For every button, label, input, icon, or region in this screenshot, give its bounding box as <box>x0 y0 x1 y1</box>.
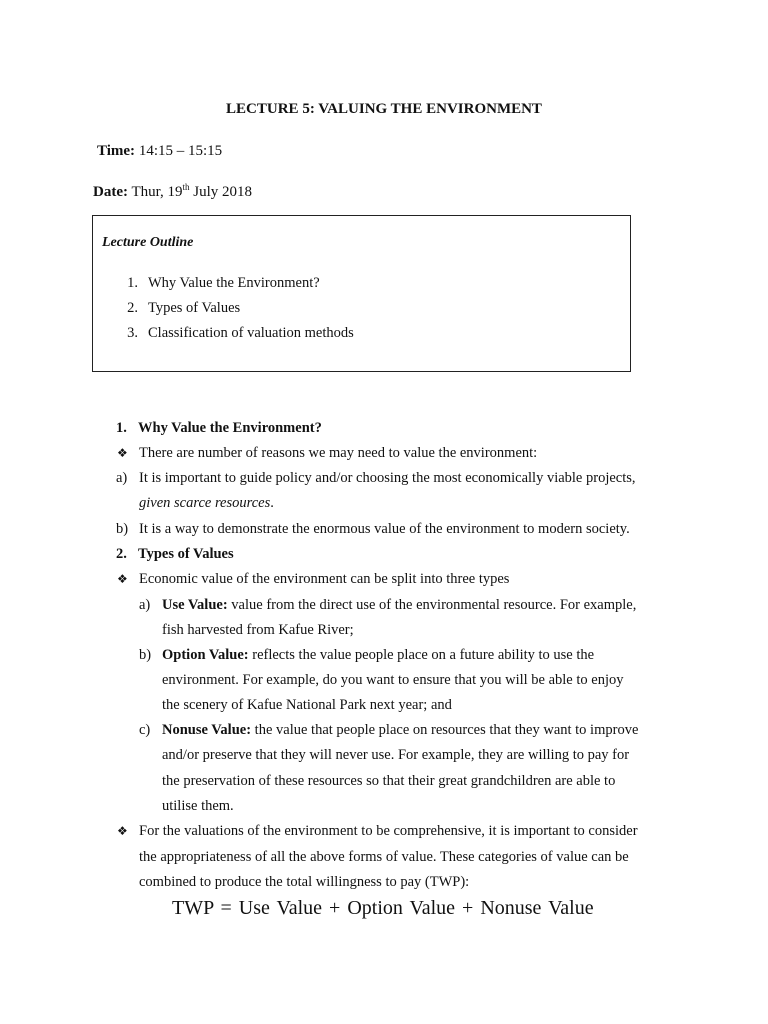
section-1-item-a: a) It is important to guide policy and/or choosing the most economically viable projects, <box>116 470 636 486</box>
diamond-bullet-icon: ❖ <box>117 446 128 460</box>
nonuse-value-cont: the preservation of these resources so that their great grandchildren are able to <box>162 773 616 789</box>
date-label: Date: <box>93 184 128 200</box>
section-1-bullet: ❖ There are number of reasons we may need to value the environment: <box>117 445 538 461</box>
section-2-bullet-2-cont: combined to produce the total willingness to pay (TWP): <box>139 874 470 890</box>
section-2-bullet-2: ❖ For the valuations of the environment to be comprehensive, it is important to consider <box>117 823 638 839</box>
use-value-cont: fish harvested from Kafue River; <box>162 622 354 638</box>
option-value-cont: the scenery of Kafue National Park next year; and <box>162 697 452 713</box>
section-2-bullet-2-cont: the appropriateness of all the above forms of value. These categories of value can be <box>139 849 629 865</box>
section-1-item-a-cont: given scarce resources. <box>139 495 274 511</box>
option-value-cont: environment. For example, do you want to ensure that you will be able to enjoy <box>162 672 624 688</box>
diamond-bullet-icon: ❖ <box>117 572 128 586</box>
outline-item: 2. Types of Values <box>127 300 241 316</box>
outline-item: 1. Why Value the Environment? <box>127 275 320 291</box>
nonuse-value-cont: and/or preserve that they will never use. For example, they are willing to pay for <box>162 747 630 763</box>
page-title: LECTURE 5: VALUING THE ENVIRONMENT <box>226 101 542 117</box>
time-value: 14:15 – 15:15 <box>138 143 223 159</box>
option-value-item: b) Option Value: reflects the value people place on a future ability to use the <box>139 647 595 663</box>
twp-formula: TWP = Use Value + Option Value + Nonuse Value <box>172 897 594 919</box>
section-1-heading: 1. Why Value the Environment? <box>116 420 322 436</box>
time-label: Time: <box>97 143 136 159</box>
section-1-item-b: b) It is a way to demonstrate the enormous value of the environment to modern society. <box>116 521 630 537</box>
use-value-item: a) Use Value: value from the direct use of the environmental resource. For example, <box>139 597 637 613</box>
time-line <box>97 143 222 160</box>
nonuse-value-cont: utilise them. <box>162 798 234 814</box>
nonuse-value-item: c) Nonuse Value: the value that people place on resources that they want to improve <box>139 722 639 738</box>
date-value: Thur, 19th July 2018 <box>131 182 253 200</box>
outline-item: 3. Classification of valuation methods <box>127 325 354 341</box>
diamond-bullet-icon: ❖ <box>117 824 128 838</box>
outline-title: Lecture Outline <box>102 235 194 250</box>
section-2-heading: 2. Types of Values <box>116 546 234 562</box>
date-line <box>93 182 252 201</box>
section-2-bullet: ❖ Economic value of the environment can be split into three types <box>117 571 510 587</box>
